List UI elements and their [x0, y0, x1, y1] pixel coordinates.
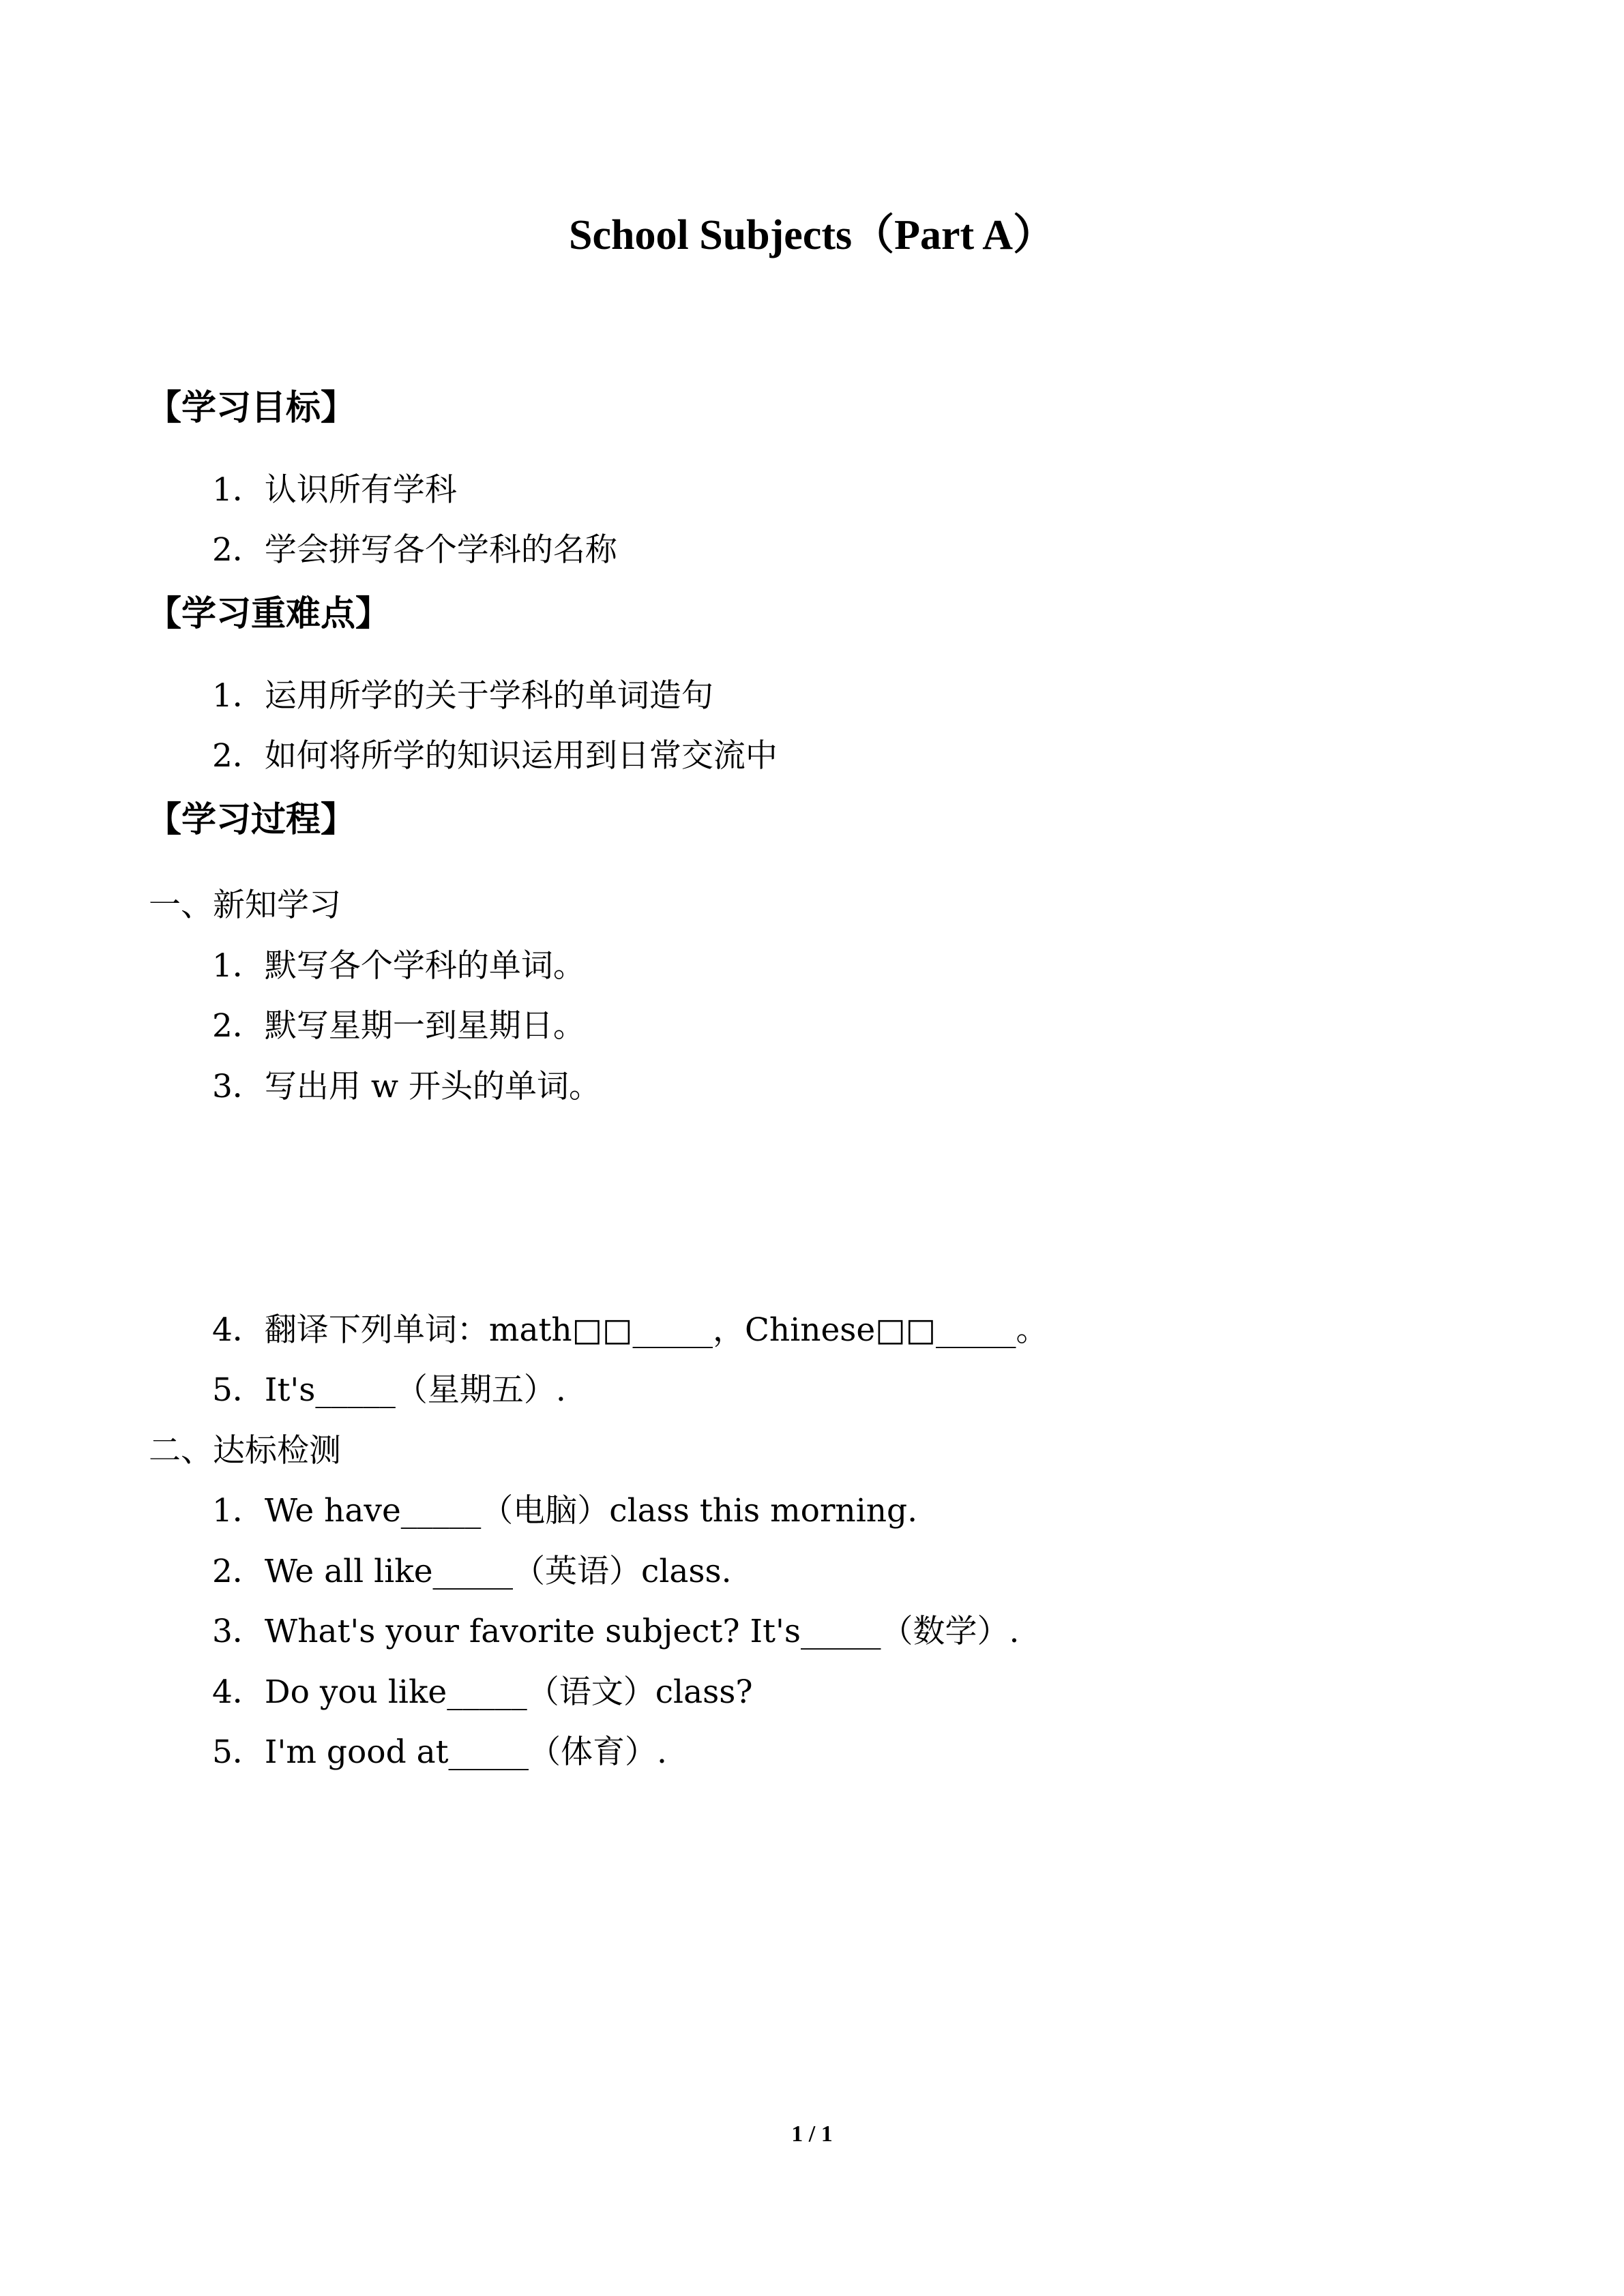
key-point-item-2: 2．如何将所学的知识运用到日常交流中: [212, 737, 778, 775]
heading-key-points: 【学习重难点】: [147, 594, 391, 634]
new-knowledge-item-1: 1．默写各个学科的单词。: [212, 947, 585, 985]
assessment-item-5: 5．I'm good at_____（体育）.: [212, 1733, 667, 1771]
key-point-item-1: 1．运用所学的关于学科的单词造句: [212, 677, 713, 715]
heading-learning-goals: 【学习目标】: [147, 388, 356, 428]
new-knowledge-item-3: 3．写出用 w 开头的单词。: [212, 1068, 602, 1105]
page-number: 1 / 1: [791, 2121, 833, 2147]
goal-item-2: 2．学会拼写各个学科的名称: [212, 531, 617, 569]
assessment-item-3: 3．What's your favorite subject? It's_____（数学）.: [212, 1613, 1020, 1650]
new-knowledge-item-2: 2．默写星期一到星期日。: [212, 1007, 585, 1045]
goal-item-1: 1．认识所有学科: [212, 471, 457, 509]
document-title: School Subjects（Part A）: [569, 212, 1055, 258]
assessment-item-1: 1．We have_____（电脑）class this morning.: [212, 1492, 918, 1530]
part-assessment-label: 二、达标检测: [149, 1432, 341, 1470]
assessment-item-2: 2．We all like_____（英语）class.: [212, 1553, 732, 1590]
new-knowledge-item-5: 5．It's_____（星期五）.: [212, 1371, 566, 1409]
heading-learning-process: 【学习过程】: [147, 800, 356, 840]
assessment-item-4: 4．Do you like_____（语文）class?: [212, 1673, 753, 1711]
part-new-knowledge-label: 一、新知学习: [149, 886, 341, 924]
new-knowledge-item-4: 4．翻译下列单词：math□□_____，Chinese□□_____。: [212, 1311, 1048, 1349]
